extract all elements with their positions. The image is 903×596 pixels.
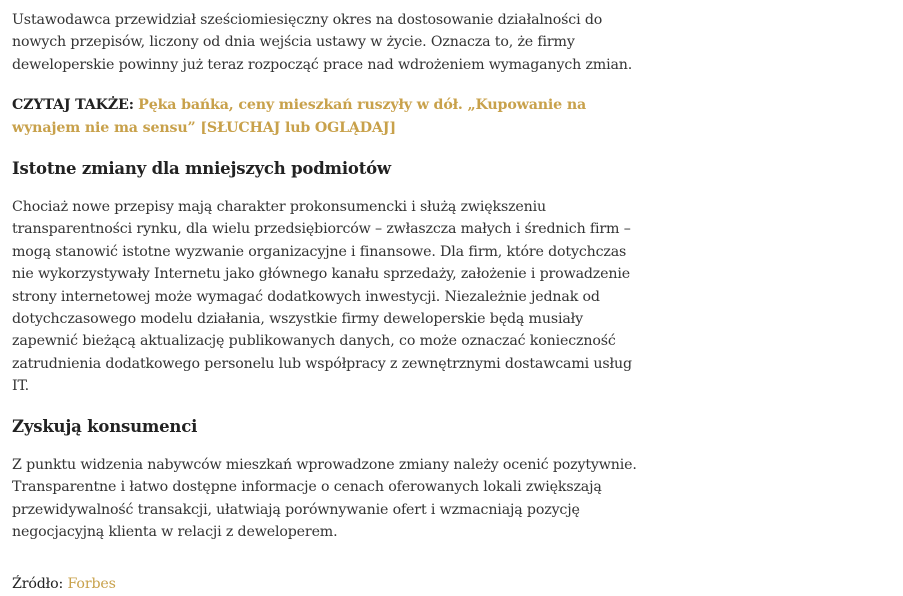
article-paragraph: Z punktu widzenia nabywców mieszkań wprowadzone zmiany należy ocenić pozytywnie. Transparentne i łatwo dostępne informacje o cenach oferowanych lokali zwiększają przewidywalność transakcji, ułatwiają porównywanie ofert i wzmacniają pozycję negocjacyjną klienta w relacji z deweloperem. — [12, 456, 637, 540]
section-heading-consumers: Zyskują konsumenci — [12, 416, 198, 436]
article-paragraph: Chociaż nowe przepisy mają charakter prokonsumencki i służą zwiększeniu transparentności rynku, dla wielu przedsiębiorców – zwłaszcza małych i średnich firm – mogą stanowić istotne wyzwanie organizacyjne i finansowe. Dla firm, które dotychczas nie wykorzystywały Internetu jako głównego kanału sprzedaży, założenie i prowadzenie strony internetowej może wymagać dodatkowych inwestycji. Niezależnie jednak od dotychczasowego modelu działania, wszystkie firmy deweloperskie będą musiały zapewnić bieżącą aktualizację publikowanych danych, co może oznaczać konieczność zatrudnienia dodatkowego personelu lub współpracy z zewnętrznymi dostawcami usług IT. — [12, 199, 632, 395]
read-more-block — [12, 94, 652, 139]
read-more-label: CZYTAJ TAKŻE: — [12, 97, 134, 114]
read-more-link[interactable]: Pęka bańka, ceny mieszkań ruszyły w dół. „Kupowanie na wynajem nie ma sensu” [SŁUCHAJ lub OGLĄDAJ] — [12, 97, 587, 136]
section-heading-smaller-entities: Istotne zmiany dla mniejszych podmiotów — [12, 159, 391, 179]
source-link[interactable]: Forbes — [67, 576, 116, 593]
source-line — [12, 573, 652, 595]
article-body — [12, 9, 652, 596]
article-paragraph: Ustawodawca przewidział sześciomiesięczny okres na dostosowanie działalności do nowych przepisów, liczony od dnia wejścia ustawy w życie. Oznacza to, że firmy deweloperskie powinny już teraz rozpocząć prace nad wdrożeniem wymaganych zmian. — [12, 12, 633, 73]
source-label: Źródło: — [12, 576, 64, 593]
